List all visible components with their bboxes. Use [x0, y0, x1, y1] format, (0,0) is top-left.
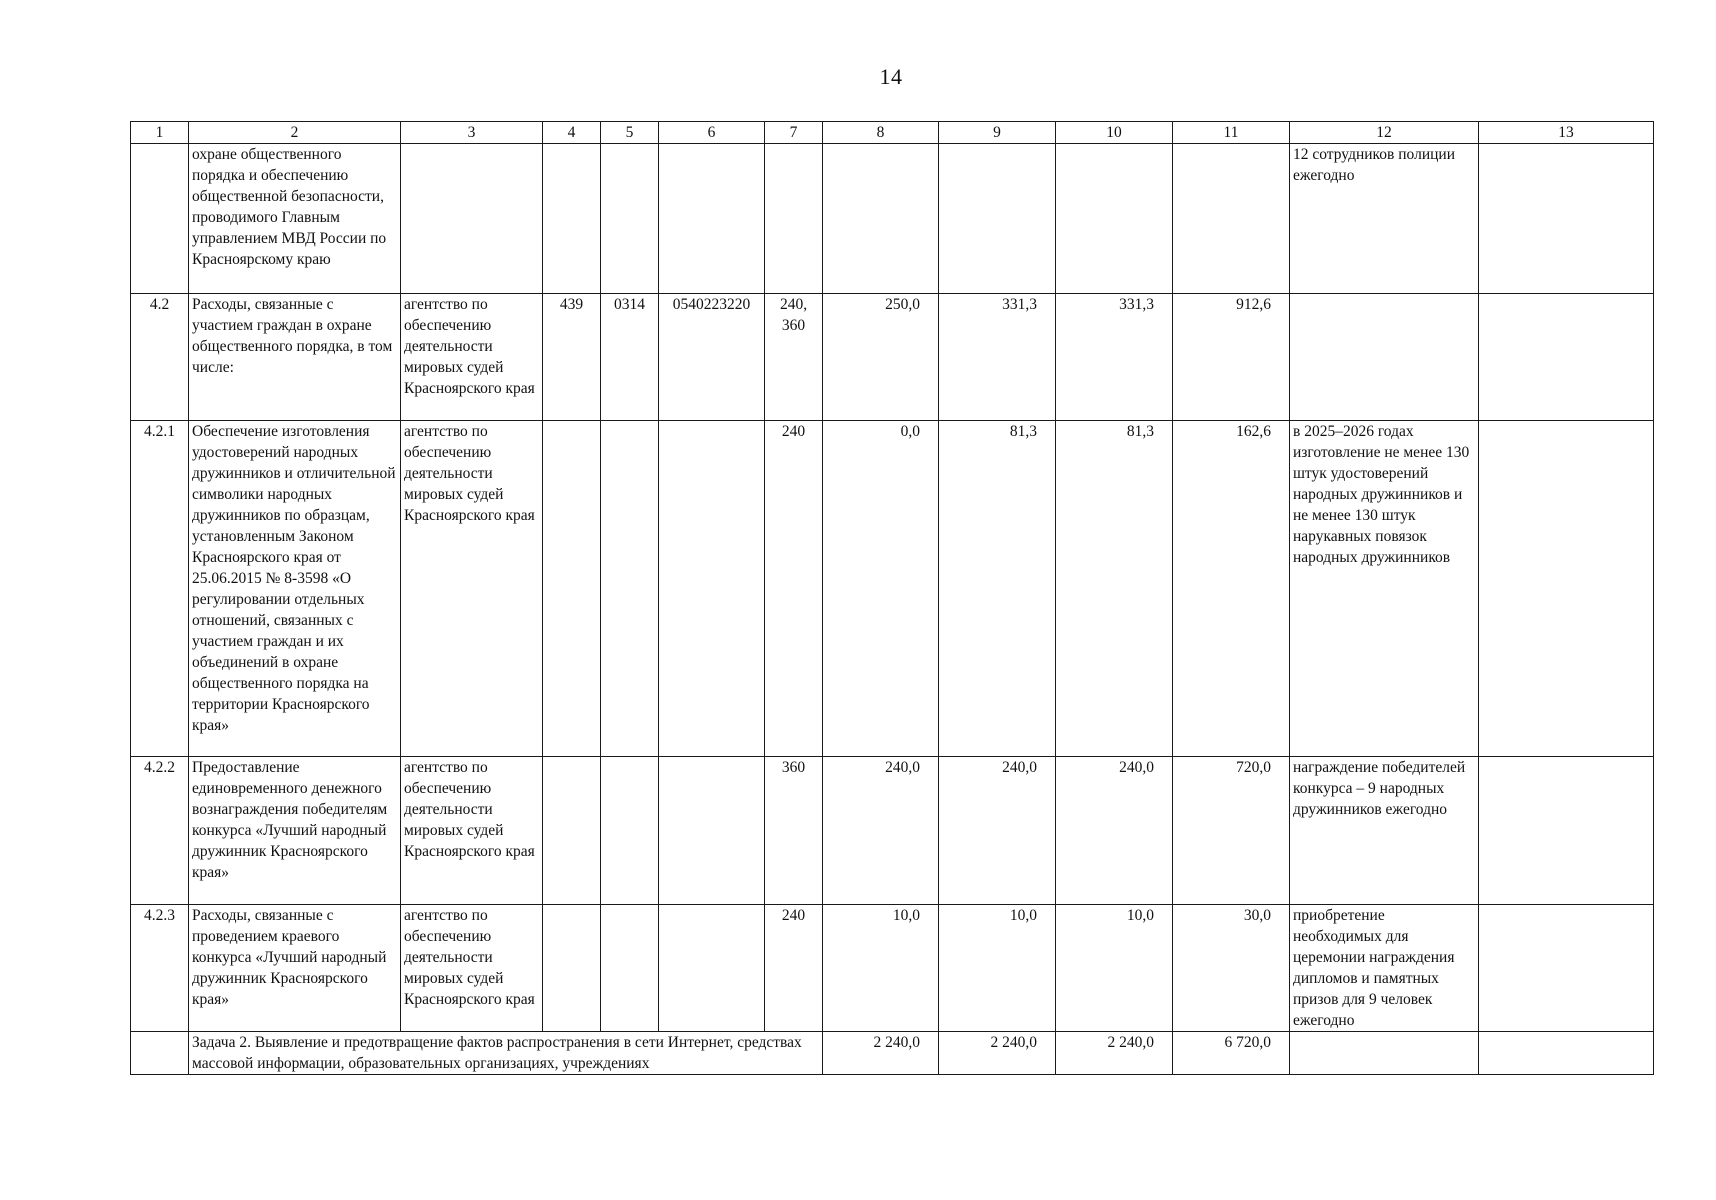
expected-result [1290, 294, 1479, 421]
column-13 [1479, 421, 1654, 757]
row-number [131, 144, 189, 294]
amount-year-3: 2 240,0 [1056, 1032, 1173, 1075]
expected-result [1290, 1032, 1479, 1075]
activity-name: Расходы, связанные с участием граждан в охране общественного порядка, в том числе: [189, 294, 401, 421]
row-number [131, 1032, 189, 1075]
expected-result: награждение победителей конкурса – 9 народных дружинников ежегодно [1290, 757, 1479, 905]
header-cell-8: 8 [823, 122, 939, 144]
amount-year-3: 10,0 [1056, 905, 1173, 1032]
amount-year-1: 2 240,0 [823, 1032, 939, 1075]
amount-year-1: 250,0 [823, 294, 939, 421]
header-cell-11: 11 [1173, 122, 1290, 144]
amount-total: 162,6 [1173, 421, 1290, 757]
grbs-code [543, 421, 601, 757]
rzpr-code [601, 905, 659, 1032]
table-row [131, 905, 1654, 1032]
task-row [131, 1032, 1654, 1075]
grbs-code: 439 [543, 294, 601, 421]
table-row [131, 144, 1654, 294]
amount-year-3: 81,3 [1056, 421, 1173, 757]
header-cell-1: 1 [131, 122, 189, 144]
amount-year-1: 10,0 [823, 905, 939, 1032]
activity-name: Предоставление единовременного денежного вознаграждения победителям конкурса «Лучший народный дружинник Красноярского края» [189, 757, 401, 905]
header-cell-9: 9 [939, 122, 1056, 144]
header-cell-3: 3 [401, 122, 543, 144]
header-row [131, 122, 1654, 144]
expected-result: приобретение необходимых для церемонии награждения дипломов и памятных призов для 9 человек ежегодно [1290, 905, 1479, 1032]
column-13 [1479, 294, 1654, 421]
row-number: 4.2 [131, 294, 189, 421]
header-cell-10: 10 [1056, 122, 1173, 144]
table-row [131, 421, 1654, 757]
grbs-code [543, 757, 601, 905]
header-cell-6: 6 [659, 122, 765, 144]
amount-year-2: 331,3 [939, 294, 1056, 421]
column-13 [1479, 1032, 1654, 1075]
amount-year-2 [939, 144, 1056, 294]
header-cell-4: 4 [543, 122, 601, 144]
amount-total: 6 720,0 [1173, 1032, 1290, 1075]
activity-name: Обеспечение изготовления удостоверений народных дружинников и отличительной символики народных дружинников по образцам, установленным Законом Красноярского края от 25.06.2015 № 8-3598 «О регулировании отдельных отношений, связанных с участием граждан и их объединений в охране общественного порядка на территории Красноярского края» [189, 421, 401, 757]
row-number: 4.2.1 [131, 421, 189, 757]
amount-year-2: 81,3 [939, 421, 1056, 757]
table-row [131, 757, 1654, 905]
csr-code: 0540223220 [659, 294, 765, 421]
amount-year-2: 240,0 [939, 757, 1056, 905]
table-row [131, 294, 1654, 421]
vr-code: 240 [765, 421, 823, 757]
header-cell-5: 5 [601, 122, 659, 144]
expected-result: в 2025–2026 годах изготовление не менее 130 штук удостоверений народных дружинников и не менее 130 штук нарукавных повязок народных дружинников [1290, 421, 1479, 757]
row-number: 4.2.3 [131, 905, 189, 1032]
amount-year-3 [1056, 144, 1173, 294]
administrator: агентство по обеспечению деятельности мировых судей Красноярского края [401, 421, 543, 757]
rzpr-code: 0314 [601, 294, 659, 421]
amount-year-3: 331,3 [1056, 294, 1173, 421]
vr-code: 240 [765, 905, 823, 1032]
amount-total [1173, 144, 1290, 294]
rzpr-code [601, 757, 659, 905]
expected-result: 12 сотрудников полиции ежегодно [1290, 144, 1479, 294]
administrator: агентство по обеспечению деятельности мировых судей Красноярского края [401, 757, 543, 905]
vr-code [765, 144, 823, 294]
amount-year-2: 2 240,0 [939, 1032, 1056, 1075]
administrator: агентство по обеспечению деятельности мировых судей Красноярского края [401, 905, 543, 1032]
grbs-code [543, 905, 601, 1032]
header-cell-12: 12 [1290, 122, 1479, 144]
header-cell-2: 2 [189, 122, 401, 144]
budget-table [130, 121, 1654, 1075]
column-13 [1479, 905, 1654, 1032]
activity-name: охране общественного порядка и обеспечению общественной безопасности, проводимого Главным управлением МВД России по Красноярскому краю [189, 144, 401, 294]
administrator: агентство по обеспечению деятельности мировых судей Красноярского края [401, 294, 543, 421]
column-13 [1479, 144, 1654, 294]
rzpr-code [601, 421, 659, 757]
csr-code [659, 757, 765, 905]
csr-code [659, 905, 765, 1032]
task-title: Задача 2. Выявление и предотвращение фактов распространения в сети Интернет, средствах массовой информации, образовательных организациях, учреждениях [189, 1032, 823, 1075]
vr-code: 360 [765, 757, 823, 905]
rzpr-code [601, 144, 659, 294]
csr-code [659, 421, 765, 757]
amount-total: 30,0 [1173, 905, 1290, 1032]
vr-code: 240, 360 [765, 294, 823, 421]
amount-total: 720,0 [1173, 757, 1290, 905]
activity-name: Расходы, связанные с проведением краевого конкурса «Лучший народный дружинник Красноярского края» [189, 905, 401, 1032]
column-13 [1479, 757, 1654, 905]
amount-year-1: 240,0 [823, 757, 939, 905]
header-cell-13: 13 [1479, 122, 1654, 144]
csr-code [659, 144, 765, 294]
amount-year-2: 10,0 [939, 905, 1056, 1032]
administrator [401, 144, 543, 294]
grbs-code [543, 144, 601, 294]
page-number: 14 [879, 64, 903, 89]
amount-year-1 [823, 144, 939, 294]
amount-year-1: 0,0 [823, 421, 939, 757]
amount-year-3: 240,0 [1056, 757, 1173, 905]
row-number: 4.2.2 [131, 757, 189, 905]
amount-total: 912,6 [1173, 294, 1290, 421]
header-cell-7: 7 [765, 122, 823, 144]
